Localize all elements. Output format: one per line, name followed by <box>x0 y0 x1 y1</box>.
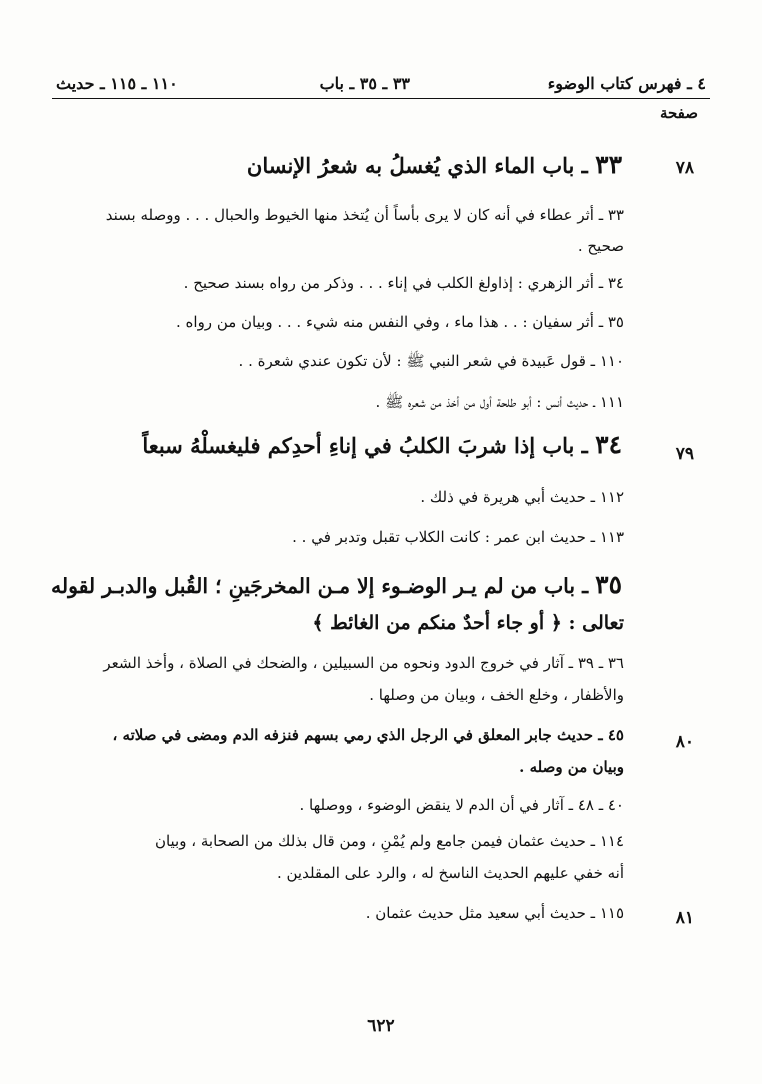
index-entry-line: ١١٤ ـ حديث عثمان فيمن جامع ولم يُمْنِ ، ومن قال بذلك من الصحابة ، وبيان <box>154 832 624 850</box>
section-page-number: ٨٠ <box>675 732 694 752</box>
section-page-number: ٨١ <box>675 908 694 928</box>
chapter-heading <box>51 570 622 599</box>
index-entry-line: ١١٠ ـ قول عَبيدة في شعر النبي ﷺ : لأن تكون عندي شعرة . . <box>238 352 624 370</box>
index-entry-line: ١١٣ ـ حديث ابن عمر : كانت الكلاب تقبل وتدبر في . . <box>292 528 624 546</box>
index-entry-line: ١١٥ ـ حديث أبي سعيد مثل حديث عثمان . <box>365 904 624 922</box>
index-entry-line: والأظفار ، وخلع الخف ، وبيان من وصلها . <box>369 686 624 704</box>
index-entry-line: أنه خفي عليهم الحديث الناسخ له ، والرد على المقلدين . <box>276 864 624 882</box>
index-entry-line: ٣٣ ـ أثر عطاء في أنه كان لا يرى بأساً أن يُتخذ منها الخيوط والحبال . . . ووصله بسند <box>105 206 624 224</box>
chapter-title: ـ باب الماء الذي يُغسلُ به شعرُ الإنسان <box>246 153 588 178</box>
chapter-title-continuation: تعالى : ﴿ أو جاء أحدٌ منكم من الغائط ﴾ <box>312 612 624 634</box>
index-entry-line: ١١٢ ـ حديث أبي هريرة في ذلك . <box>420 488 624 506</box>
index-entry-line: ٣٥ ـ أثر سفيان : . . هذا ماء ، وفي النفس منه شيء . . . وبيان من رواه . <box>176 313 624 331</box>
index-entry-line: ٣٤ ـ أثر الزهري : إذاولغ الكلب في إناء . . . وذكر من رواه بسند صحيح . <box>183 274 624 292</box>
index-entry-line: وبيان من وصله . <box>519 758 624 776</box>
chapter-number: ٣٣ <box>595 150 622 179</box>
section-page-number: ٧٨ <box>675 158 694 178</box>
chapter-number: ٣٥ <box>595 570 622 599</box>
running-header <box>52 72 710 99</box>
chapter-title: ـ باب من لم يـر الوضـوء إلا مـن المخرجَينِ ؛ القُبل والدبـر لقوله <box>51 574 589 598</box>
index-entry-line: ١١١ ـ حديث أنس : أبو طلحة أول من أخذ من شعره ﷺ . <box>375 393 624 411</box>
chapter-title: ـ باب إذا شربَ الكلبُ في إناءِ أحدِكم فليغسلْهُ سبعاً <box>142 433 588 458</box>
index-entry-line: ٣٦ ـ ٣٩ ـ آثار في خروج الدود ونحوه من السبيلين ، والضحك في الصلاة ، وأخذ الشعر <box>103 654 624 672</box>
page-number: ٦٢٢ <box>367 1016 395 1036</box>
index-entry-line: ٤٠ ـ ٤٨ ـ آثار في أن الدم لا ينقض الوضوء ، ووصلها . <box>299 796 624 814</box>
page-column-label: صفحة <box>659 104 698 122</box>
header-hadith-range: ١١٠ ـ ١١٥ ـ حديث <box>56 74 178 93</box>
index-entry-line: صحيح . <box>577 237 624 255</box>
chapter-heading <box>247 150 622 179</box>
section-page-number: ٧٩ <box>675 444 694 464</box>
index-entry-line: ٤٥ ـ حديث جابر المعلق في الرجل الذي رمي بسهم فنزفه الدم ومضى في صلاته ، <box>112 726 624 744</box>
chapter-heading <box>142 430 622 459</box>
header-book-title: ٤ ـ فهرس كتاب الوضوء <box>547 74 706 93</box>
chapter-number: ٣٤ <box>595 430 622 459</box>
header-chapters: ٣٣ ـ ٣٥ ـ باب <box>319 74 410 93</box>
